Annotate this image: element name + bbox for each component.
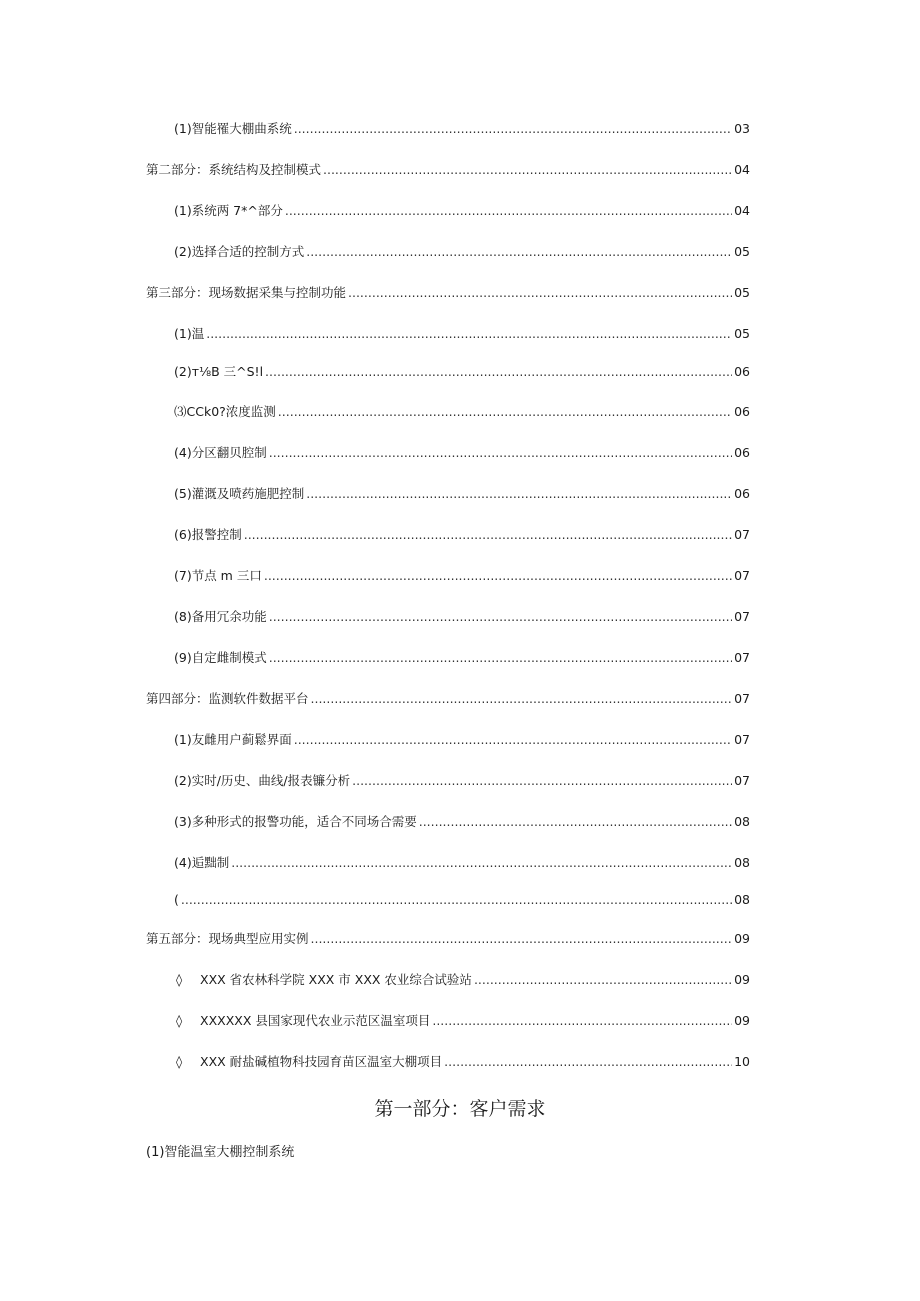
toc-entry-page: 07 [734,527,750,542]
toc-entry[interactable] [174,445,750,461]
toc-entry-page: 07 [734,650,750,665]
toc-entry-label: (7)节点 m 三口 [174,568,262,583]
toc-leader-dots [269,650,732,666]
toc-entry[interactable] [174,892,750,908]
toc-entry-page: 08 [734,814,750,829]
toc-entry[interactable] [174,121,750,137]
toc-entry[interactable] [174,404,750,420]
toc-leader-dots [306,244,732,260]
toc-leader-dots [231,855,732,871]
toc-leader-dots [432,1013,732,1029]
toc-leader-dots [244,527,732,543]
toc-leader-dots [348,285,732,301]
toc-entry[interactable] [176,972,750,988]
toc-entry-label: (9)自定雌制模式 [174,650,267,665]
toc-leader-dots [269,445,732,461]
toc-entry[interactable] [146,162,750,178]
toc-entry[interactable] [174,244,750,260]
toc-leader-dots [285,203,732,219]
toc-entry-page: 08 [734,892,750,907]
toc-leader-dots [419,814,732,830]
toc-entry[interactable] [176,1013,750,1029]
toc-leader-dots [265,364,732,380]
toc-entry-label: (2)选择合适的控制方式 [174,244,305,259]
toc-entry[interactable] [146,931,750,947]
toc-leader-dots [352,773,732,789]
toc-entry-label: (1)系统两 7*^部分 [174,203,283,218]
toc-entry[interactable] [174,486,750,502]
toc-entry-label: (4)分区翻贝腔制 [174,445,267,460]
toc-entry[interactable] [174,568,750,584]
toc-entry-page: 04 [734,203,750,218]
diamond-bullet-icon: ◊ [176,972,183,987]
toc-entry[interactable] [174,364,750,380]
toc-leader-dots [264,568,732,584]
toc-entry-label: XXX 省农林科学院 XXX 市 XXX 农业综合试验站 [200,972,472,987]
toc-entry-label: (6)报警控制 [174,527,242,542]
diamond-bullet-icon: ◊ [176,1013,183,1028]
toc-entry-label: (2)т⅛B 三^S!l [174,364,264,379]
toc-entry-label: ( [174,892,179,907]
toc-entry[interactable] [174,773,750,789]
toc-entry[interactable] [174,855,750,871]
toc-entry-page: 07 [734,773,750,788]
diamond-bullet-icon: ◊ [176,1054,183,1069]
toc-entry-label: 第三部分：现场数据采集与控制功能 [146,285,347,300]
toc-leader-dots [311,931,733,947]
toc-entry-label: (2)实时/历史、曲线/报表镰分析 [174,773,351,788]
toc-entry-page: 06 [734,486,750,501]
toc-leader-dots [206,326,732,342]
toc-entry-label: XXX 耐盐碱植物科技园育苗区温室大棚项目 [200,1054,443,1069]
toc-entry-label: (1)智能罹大棚曲系统 [174,121,292,136]
toc-entry-page: 07 [734,691,750,706]
toc-entry-page: 03 [734,121,750,136]
toc-entry[interactable] [174,527,750,543]
toc-entry-page: 06 [734,404,750,419]
toc-entry-page: 04 [734,162,750,177]
toc-leader-dots [278,404,732,420]
toc-entry-page: 06 [734,445,750,460]
toc-entry-page: 06 [734,364,750,379]
toc-entry-page: 09 [734,972,750,987]
toc-leader-dots [444,1054,732,1070]
toc-entry-label: ⑶CCk0?浓度监测 [174,404,276,419]
toc-leader-dots [474,972,732,988]
toc-entry-page: 07 [734,609,750,624]
toc-entry-page: 07 [734,732,750,747]
toc-leader-dots [181,892,732,908]
toc-entry-page: 09 [734,1013,750,1028]
toc-entry-label: 第五部分：现场典型应用实例 [146,931,309,946]
toc-entry-page: 05 [734,326,750,341]
toc-entry-page: 10 [734,1054,750,1069]
toc-entry[interactable] [174,326,750,342]
toc-entry[interactable] [176,1054,750,1070]
toc-entry-label: (4)逅黜制 [174,855,230,870]
toc-entry[interactable] [174,609,750,625]
toc-entry[interactable] [174,814,750,830]
toc-entry-page: 07 [734,568,750,583]
toc-entry-label: (1)友雌用户蓟鬆界面 [174,732,292,747]
toc-entry-label: (3)多种形式的报警功能，适合不同场合需要 [174,814,417,829]
toc-leader-dots [306,486,732,502]
toc-entry-label: (5)灌溉及喷药施肥控制 [174,486,305,501]
toc-entry[interactable] [174,732,750,748]
section-title: 第一部分：客户需求 [374,1098,546,1120]
toc-entry-page: 05 [734,244,750,259]
toc-entry-label: XXXXXX 县国家现代农业示范区温室项目 [200,1013,431,1028]
toc-leader-dots [294,121,732,137]
toc-entry-page: 05 [734,285,750,300]
toc-entry[interactable] [146,285,750,301]
section-subtitle: (1)智能温室大棚控制系统 [146,1145,295,1160]
toc-entry-label: (1)温 [174,326,205,341]
toc-leader-dots [311,691,733,707]
toc-entry[interactable] [146,691,750,707]
toc-entry-label: 第二部分：系统结构及控制模式 [146,162,322,177]
toc-entry[interactable] [174,650,750,666]
toc-entry-page: 08 [734,855,750,870]
toc-entry-label: 第四部分：监测软件数据平台 [146,691,309,706]
toc-entry[interactable] [174,203,750,219]
toc-leader-dots [269,609,732,625]
toc-entry-page: 09 [734,931,750,946]
toc-leader-dots [323,162,732,178]
toc-entry-label: (8)备用冗余功能 [174,609,267,624]
toc-leader-dots [294,732,732,748]
